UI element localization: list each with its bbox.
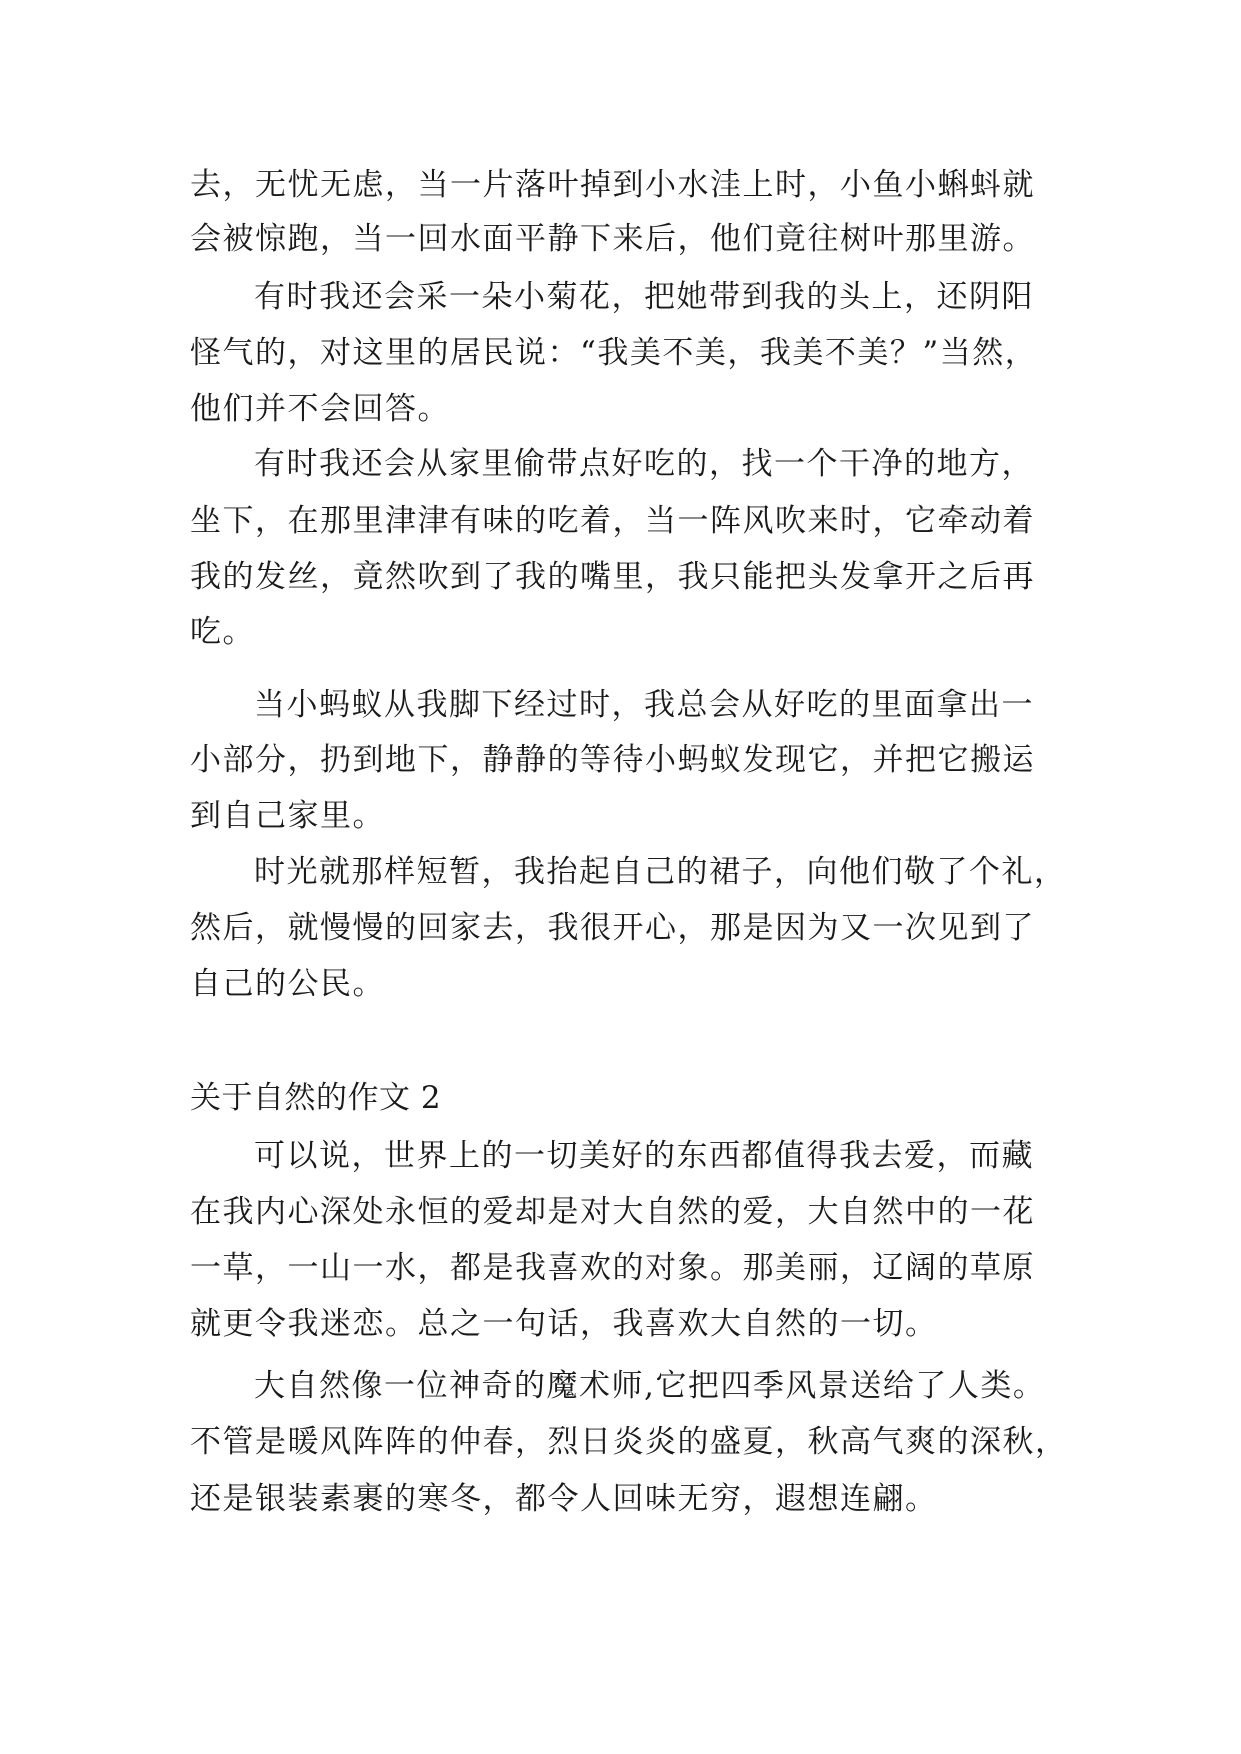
- text-line: 吃。: [190, 614, 255, 650]
- paragraph-start-line: 有时我还会采一朵小菊花，把她带到我的头上，还阴阳: [254, 279, 1034, 315]
- text-line: 自己的公民。: [190, 966, 385, 1002]
- paragraph-start-line: 大自然像一位神奇的魔术师,它把四季风景送给了人类。: [254, 1368, 1046, 1404]
- text-line: 去，无忧无虑，当一片落叶掉到小水洼上时，小鱼小蝌蚪就: [190, 167, 1035, 203]
- text-line: 还是银装素裹的寒冬，都令人回味无穷，遐想连翩。: [190, 1481, 938, 1517]
- text-line: 到自己家里。: [190, 798, 385, 834]
- text-line: 一草，一山一水，都是我喜欢的对象。那美丽，辽阔的草原: [190, 1250, 1035, 1286]
- text-line: 会被惊跑，当一回水面平静下来后，他们竟往树叶那里游。: [190, 221, 1035, 257]
- paragraph-start-line: 当小蚂蚁从我脚下经过时，我总会从好吃的里面拿出一: [254, 687, 1034, 723]
- paragraph-start-line: 时光就那样短暂，我抬起自己的裙子，向他们敬了个礼，: [254, 854, 1067, 890]
- text-line: 然后，就慢慢的回家去，我很开心，那是因为又一次见到了: [190, 910, 1035, 946]
- text-line: 不管是暖风阵阵的仲春，烈日炎炎的盛夏，秋高气爽的深秋，: [190, 1424, 1068, 1460]
- paragraph-start-line: 可以说，世界上的一切美好的东西都值得我去爱，而藏: [254, 1138, 1034, 1174]
- paragraph-start-line: 有时我还会从家里偷带点好吃的，找一个干净的地方，: [254, 446, 1034, 482]
- text-line: 他们并不会回答。: [190, 391, 450, 427]
- text-line: 坐下，在那里津津有味的吃着，当一阵风吹来时，它牵动着: [190, 503, 1035, 539]
- text-line: 怪气的，对这里的居民说：“我美不美，我美不美？”当然，: [190, 335, 1038, 371]
- text-line: 在我内心深处永恒的爱却是对大自然的爱，大自然中的一花: [190, 1194, 1035, 1230]
- section-heading: 关于自然的作文 2: [190, 1080, 442, 1116]
- text-line: 就更令我迷恋。总之一句话，我喜欢大自然的一切。: [190, 1306, 938, 1342]
- text-line: 我的发丝，竟然吹到了我的嘴里，我只能把头发拿开之后再: [190, 559, 1035, 595]
- text-line: 小部分，扔到地下，静静的等待小蚂蚁发现它，并把它搬运: [190, 742, 1035, 778]
